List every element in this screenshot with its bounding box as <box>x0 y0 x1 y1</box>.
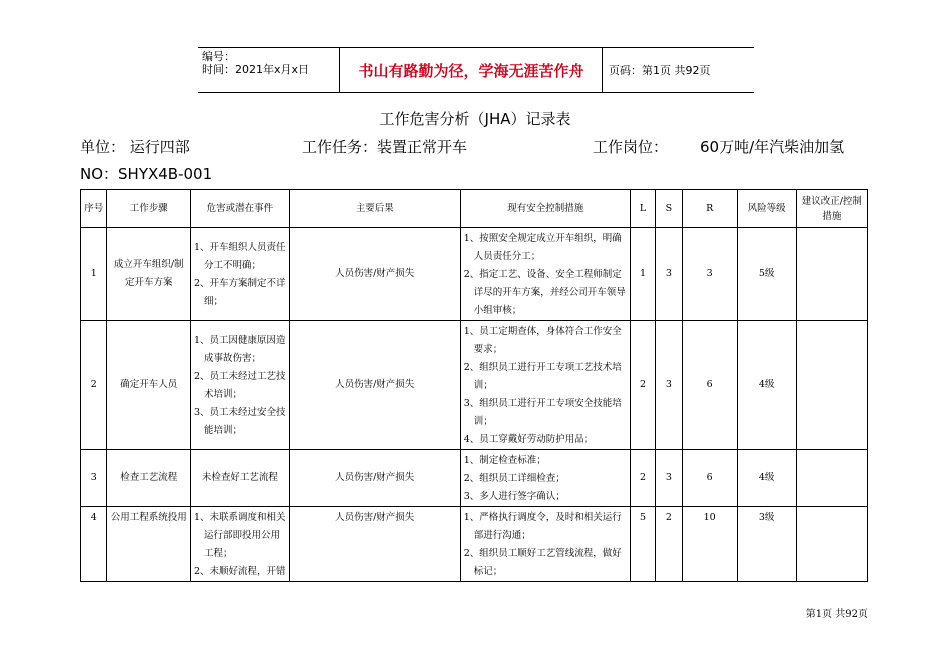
cell-hazards <box>190 321 289 450</box>
cell-level: 5级 <box>737 228 796 321</box>
cell-l: 2 <box>630 321 655 450</box>
cell-controls <box>460 321 630 450</box>
cell-r: 6 <box>682 450 737 507</box>
control-item: 1、制定检查标准； <box>463 455 546 466</box>
cell-hazards: 未检查好工艺流程 <box>190 450 289 507</box>
hazard-item: 1、未联系调度和相关运行部即投用公用工程； <box>193 512 286 559</box>
control-item: 3、组织员工进行开工专项安全技能培训； <box>463 398 622 427</box>
number-label: 编号： <box>202 50 235 63</box>
cell-consequence: 人员伤害/财产损失 <box>289 450 460 507</box>
table-header-row <box>81 190 868 228</box>
cell-consequence: 人员伤害/财产损失 <box>289 228 460 321</box>
hazard-item: 1、开车组织人员责任分工不明确； <box>193 242 286 271</box>
cell-s: 3 <box>656 321 682 450</box>
col-header-consequence: 主要后果 <box>289 190 460 228</box>
cell-suggest <box>796 450 867 507</box>
control-item: 1、员工定期查体，身体符合工作安全要求； <box>463 326 622 355</box>
cell-level: 3级 <box>737 507 796 582</box>
table-row <box>81 450 868 507</box>
cell-step: 成立开车组织/制定开车方案 <box>107 228 190 321</box>
cell-s: 2 <box>656 507 682 582</box>
cell-no: 1 <box>81 228 107 321</box>
cell-r: 10 <box>682 507 737 582</box>
cell-step: 确定开车人员 <box>107 321 190 450</box>
col-header-level: 风险等级 <box>737 190 796 228</box>
table-row <box>81 321 868 450</box>
col-header-step: 工作步骤 <box>107 190 190 228</box>
cell-hazards <box>190 228 289 321</box>
cell-no: 2 <box>81 321 107 450</box>
col-header-s: S <box>656 190 682 228</box>
cell-consequence: 人员伤害/财产损失 <box>289 321 460 450</box>
cell-hazards <box>190 507 289 582</box>
cell-l: 2 <box>630 450 655 507</box>
control-item: 1、严格执行调度令，及时和相关运行部进行沟通； <box>463 512 622 541</box>
cell-suggest <box>796 507 867 582</box>
cell-r: 6 <box>682 321 737 450</box>
hazard-item: 2、开车方案制定不详细； <box>193 278 286 307</box>
table-row <box>81 228 868 321</box>
hazard-item: 3、员工未经过安全技能培训； <box>193 407 286 436</box>
control-item: 2、组织员工顺好工艺管线流程，做好标记； <box>463 548 622 577</box>
hazard-item: 2、未顺好流程，开错 <box>193 566 286 577</box>
cell-level: 4级 <box>737 321 796 450</box>
col-header-r: R <box>682 190 737 228</box>
cell-step: 检查工艺流程 <box>107 450 190 507</box>
control-item: 2、组织员工进行开工专项工艺技术培训； <box>463 362 622 391</box>
col-header-controls: 现有安全控制措施 <box>460 190 630 228</box>
page-title: 工作危害分析（JHA）记录表 <box>379 110 571 128</box>
col-header-suggest: 建议改正/控制措施 <box>796 190 867 228</box>
cell-controls <box>460 228 630 321</box>
task-label: 工作任务：装置正常开车 <box>302 138 468 156</box>
col-header-no: 序号 <box>81 190 107 228</box>
cell-step: 公用工程系统投用 <box>107 507 190 582</box>
col-header-hazard: 危害或潜在事件 <box>190 190 289 228</box>
slogan: 书山有路勤为径，学海无涯苦作舟 <box>339 48 603 92</box>
cell-controls <box>460 450 630 507</box>
time-label: 时间：2021年x月x日 <box>202 63 310 76</box>
page-label: 页码：第1页 共92页 <box>609 64 711 77</box>
cell-suggest <box>796 228 867 321</box>
document-header <box>198 47 754 93</box>
record-number: NO：SHYX4B-001 <box>80 165 213 183</box>
unit-label: 单位： 运行四部 <box>80 138 190 156</box>
control-item: 3、多人进行签字确认； <box>463 491 565 502</box>
hazard-item: 1、员工因健康原因造成事故伤害； <box>193 335 286 364</box>
cell-no: 3 <box>81 450 107 507</box>
cell-l: 5 <box>630 507 655 582</box>
cell-controls <box>460 507 630 582</box>
cell-level: 4级 <box>737 450 796 507</box>
hazard-item: 2、员工未经过工艺技术培训； <box>193 371 286 400</box>
col-header-l: L <box>630 190 655 228</box>
post-value: 60万吨/年汽柴油加氢 <box>700 138 845 156</box>
cell-suggest <box>796 321 867 450</box>
control-item: 1、按照安全规定成立开车组织，明确人员责任分工； <box>463 233 622 262</box>
post-label: 工作岗位： <box>593 138 669 156</box>
cell-consequence: 人员伤害/财产损失 <box>289 507 460 582</box>
jha-table <box>80 189 868 582</box>
page-footer: 第1页 共92页 <box>805 609 868 620</box>
cell-l: 1 <box>630 228 655 321</box>
cell-s: 3 <box>656 228 682 321</box>
cell-no: 4 <box>81 507 107 582</box>
table-row <box>81 507 868 582</box>
cell-s: 3 <box>656 450 682 507</box>
control-item: 2、指定工艺、设备、安全工程师制定详尽的开车方案，并经公司开车领导小组审核； <box>463 269 626 316</box>
control-item: 2、组织员工详细检查； <box>463 473 565 484</box>
header-left <box>198 48 339 92</box>
cell-r: 3 <box>682 228 737 321</box>
control-item: 4、员工穿戴好劳动防护用品； <box>463 434 594 445</box>
